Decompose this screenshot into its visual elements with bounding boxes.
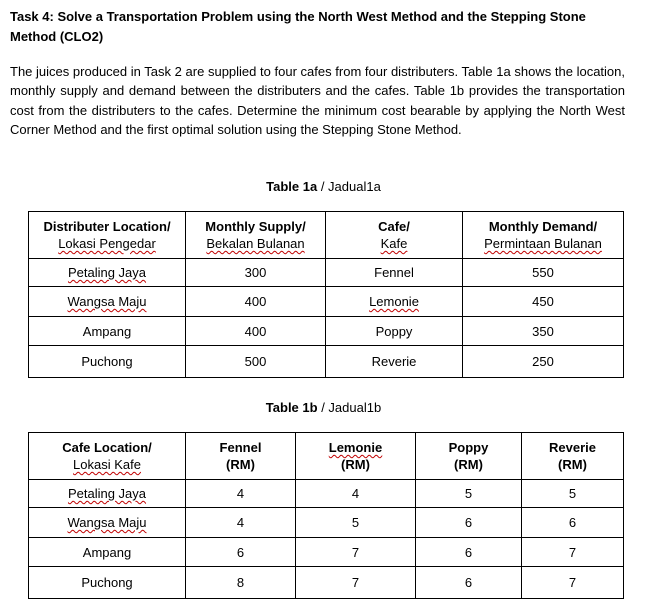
table-row <box>29 567 624 599</box>
header-text: Permintaan Bulanan <box>484 236 602 251</box>
table-cell: 7 <box>296 538 416 567</box>
table-1a-header-cafe <box>326 212 463 259</box>
table-cell: 450 <box>463 287 624 317</box>
table-cell: Petaling Jaya <box>29 259 186 287</box>
table-1b-header-reverie <box>522 433 624 480</box>
table-1b-header-row <box>29 433 624 480</box>
table-cell: Lemonie <box>326 287 463 317</box>
table-cell: Wangsa Maju <box>29 287 186 317</box>
table-row <box>29 538 624 567</box>
table-cell: 4 <box>296 480 416 508</box>
task-title-line1: Task 4: Solve a Transportation Problem using the North West Method and the Stepping Stone <box>10 9 586 24</box>
header-text: Cafe Location/ <box>62 440 152 455</box>
table-1a-header-demand <box>463 212 624 259</box>
table-cell: 400 <box>186 317 326 346</box>
table-1a-header-row <box>29 212 624 259</box>
table-cell: 5 <box>296 508 416 538</box>
table-cell: Reverie <box>326 346 463 378</box>
header-text: Kafe <box>380 236 408 251</box>
table-cell: 6 <box>416 538 522 567</box>
header-text: Lemonie <box>328 440 383 455</box>
table-cell: Puchong <box>29 346 186 378</box>
table-1b-caption-bold: Table 1b <box>265 400 318 415</box>
table-1b-header-fennel <box>186 433 296 480</box>
table-1a-header-location <box>29 212 186 259</box>
table-1b-header-lemonie <box>296 433 416 480</box>
table-row <box>29 317 624 346</box>
table-cell: Wangsa Maju <box>29 508 186 538</box>
table-cell: Fennel <box>326 259 463 287</box>
table-cell: 7 <box>296 567 416 599</box>
table-cell: 6 <box>522 508 624 538</box>
header-text: Lokasi Kafe <box>73 457 141 472</box>
table-row <box>29 259 624 287</box>
table-cell: 4 <box>186 480 296 508</box>
header-text: Reverie <box>549 440 596 455</box>
header-text: Poppy <box>448 440 489 455</box>
task-title <box>10 7 635 47</box>
table-cell: 6 <box>416 567 522 599</box>
table-cell: 8 <box>186 567 296 599</box>
table-cell: Ampang <box>29 538 186 567</box>
header-unit: (RM) <box>558 457 587 472</box>
table-cell: Ampang <box>29 317 186 346</box>
table-cell: 5 <box>522 480 624 508</box>
table-cell: 5 <box>416 480 522 508</box>
header-unit: (RM) <box>341 457 370 472</box>
table-1b <box>28 432 624 599</box>
table-cell: 4 <box>186 508 296 538</box>
table-cell: Poppy <box>326 317 463 346</box>
header-unit: (RM) <box>226 457 255 472</box>
table-1b-caption <box>0 399 647 417</box>
table-row <box>29 287 624 317</box>
task-description: The juices produced in Task 2 are supplied to four cafes from four distributers. Table 1a shows the location, monthly supply and demand between the distributers and the cafes. Table 1b provides the transportation cost from the distributers to the cafes. Determine the minimum cost bearable by applying the North West Corner Method and the first optimal solution using the Stepping Stone Method. <box>10 64 625 137</box>
header-text: Monthly Supply/ <box>205 219 306 234</box>
table-row <box>29 346 624 378</box>
table-cell: 500 <box>186 346 326 378</box>
header-text: Fennel <box>219 440 262 455</box>
header-unit: (RM) <box>454 457 483 472</box>
table-1a-caption <box>0 178 647 196</box>
table-1a <box>28 211 624 378</box>
table-cell: Puchong <box>29 567 186 599</box>
table-row <box>29 508 624 538</box>
table-cell: 400 <box>186 287 326 317</box>
table-cell: 250 <box>463 346 624 378</box>
table-cell: 7 <box>522 538 624 567</box>
header-text: Lokasi Pengedar <box>58 236 156 251</box>
table-cell: 6 <box>186 538 296 567</box>
table-cell: 7 <box>522 567 624 599</box>
table-cell: Petaling Jaya <box>29 480 186 508</box>
table-1a-caption-bold: Table 1a <box>266 179 318 194</box>
header-text: Monthly Demand/ <box>488 219 598 234</box>
table-1a-header-supply <box>186 212 326 259</box>
table-cell: 6 <box>416 508 522 538</box>
table-cell: 550 <box>463 259 624 287</box>
table-row <box>29 480 624 508</box>
table-1b-caption-rest: / Jadual1b <box>317 400 382 415</box>
table-1b-header-location <box>29 433 186 480</box>
table-1b-header-poppy <box>416 433 522 480</box>
task-title-line2: Method (CLO2) <box>10 29 104 44</box>
table-1a-caption-rest: / Jadual1a <box>317 179 381 194</box>
header-text: Cafe/ <box>378 219 410 234</box>
table-cell: 350 <box>463 317 624 346</box>
header-text: Distributer Location/ <box>43 219 171 234</box>
table-cell: 300 <box>186 259 326 287</box>
header-text: Bekalan Bulanan <box>206 236 305 251</box>
